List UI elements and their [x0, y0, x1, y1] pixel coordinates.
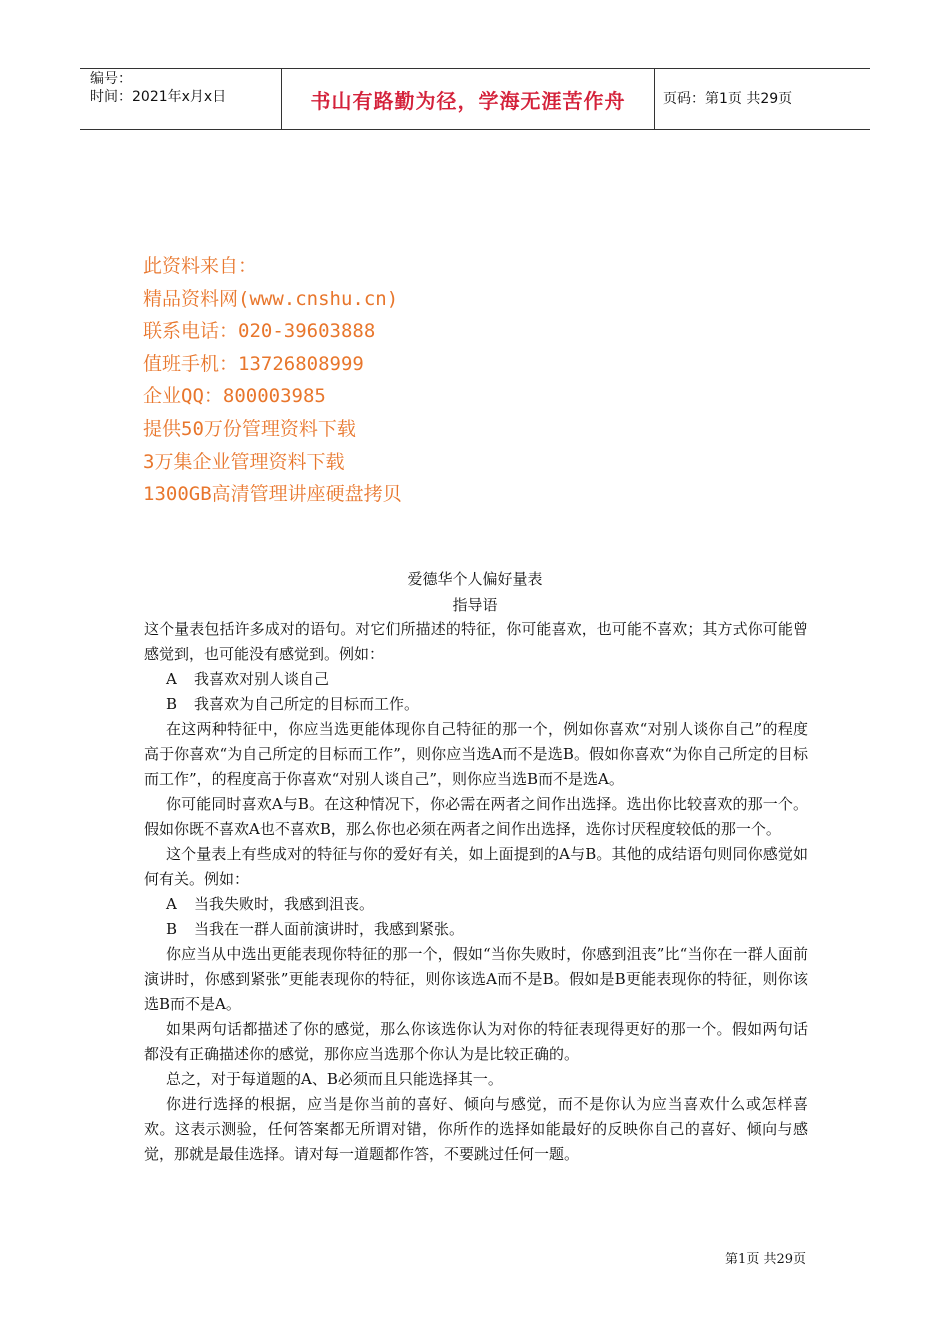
- page-header: [80, 68, 870, 130]
- header-page-info: 页码：第1页 共29页: [663, 90, 793, 107]
- paragraph: 这个量表上有些成对的特征与你的爱好有关，如上面提到的A与B。其他的成结语句则同你感觉如何有关。例如：: [144, 845, 808, 888]
- example-option: [144, 692, 808, 717]
- option-text: 我喜欢为自己所定的目标而工作。: [194, 695, 420, 713]
- promo-line: 提供50万份管理资料下载: [143, 417, 356, 440]
- option-text: 我喜欢对别人谈自己: [194, 670, 330, 688]
- option-text: 当我在一群人面前演讲时，我感到紧张。: [194, 920, 465, 938]
- header-motto-cell: [281, 69, 655, 129]
- option-key: A: [166, 670, 177, 688]
- promo-line: 此资料来自：: [143, 255, 258, 277]
- motto-text: 书山有路勤为径，学海无涯苦作舟: [310, 88, 626, 113]
- header-left-cell: [80, 69, 280, 129]
- paragraph: 你应当从中选出更能表现你特征的那一个，假如“当你失败时，你感到沮丧”比“当你在一群人面前演讲时，你感到紧张”更能表现你的特征，则你该选A而不是B。假如是B更能表现你的特征，则你该选B而不是A。: [144, 945, 808, 1013]
- document-title: 爱德华个人偏好量表: [407, 570, 543, 588]
- promo-block: [143, 250, 402, 511]
- option-text: 当我失败时，我感到沮丧。: [194, 895, 375, 913]
- code-label: 编号：: [90, 71, 132, 87]
- promo-line: 值班手机：13726808999: [143, 352, 364, 375]
- paragraph: 你可能同时喜欢A与B。在这种情况下，你必需在两者之间作出选择。选出你比较喜欢的那一个。假如你既不喜欢A也不喜欢B，那么你也必须在两者之间作出选择，选你讨厌程度较低的那一个。: [144, 795, 808, 838]
- example-option: [144, 892, 808, 917]
- paragraph: 这个量表包括许多成对的语句。对它们所描述的特征，你可能喜欢，也可能不喜欢；其方式你可能曾感觉到，也可能没有感觉到。例如：: [144, 620, 808, 663]
- promo-line: 联系电话：020-39603888: [143, 320, 376, 343]
- promo-line: 1300GB高清管理讲座硬盘拷贝: [143, 483, 402, 506]
- option-key: A: [166, 895, 177, 913]
- document-subtitle: 指导语: [452, 596, 498, 614]
- promo-line: 3万集企业管理资料下载: [143, 450, 345, 473]
- example-option: [144, 917, 808, 942]
- example-option: [144, 667, 808, 692]
- paragraph: 在这两种特征中，你应当选更能体现你自己特征的那一个，例如你喜欢“对别人谈你自己”的程度高于你喜欢“为自己所定的目标而工作”，则你应当选A而不是选B。假如你喜欢“为你自己所定的目标而工作”，的程度高于你喜欢“对别人谈自己”，则你应当选B而不是选A。: [144, 720, 808, 788]
- page-footer: 第1页 共29页: [725, 1252, 806, 1267]
- paragraph: 总之，对于每道题的A、B必须而且只能选择其一。: [166, 1070, 503, 1088]
- paragraph: 你进行选择的根据，应当是你当前的喜好、倾向与感觉，而不是你认为应当喜欢什么或怎样喜欢。这表示测验，任何答案都无所谓对错，你所作的选择如能最好的反映你自己的喜好、倾向与感觉，那就是最佳选择。请对每一道题都作答，不要跳过任何一题。: [144, 1095, 808, 1163]
- promo-line: 精品资料网(www.cnshu.cn): [143, 287, 399, 310]
- promo-line: 企业QQ：800003985: [143, 385, 326, 408]
- paragraph: 如果两句话都描述了你的感觉，那么你该选你认为对你的特征表现得更好的那一个。假如两句话都没有正确描述你的感觉，那你应当选那个你认为是比较正确的。: [144, 1020, 808, 1063]
- option-key: B: [166, 920, 178, 938]
- option-key: B: [166, 695, 178, 713]
- document-body: [144, 617, 808, 1167]
- time-label: 时间：2021年x月x日: [90, 89, 227, 105]
- header-right-cell: [655, 69, 870, 129]
